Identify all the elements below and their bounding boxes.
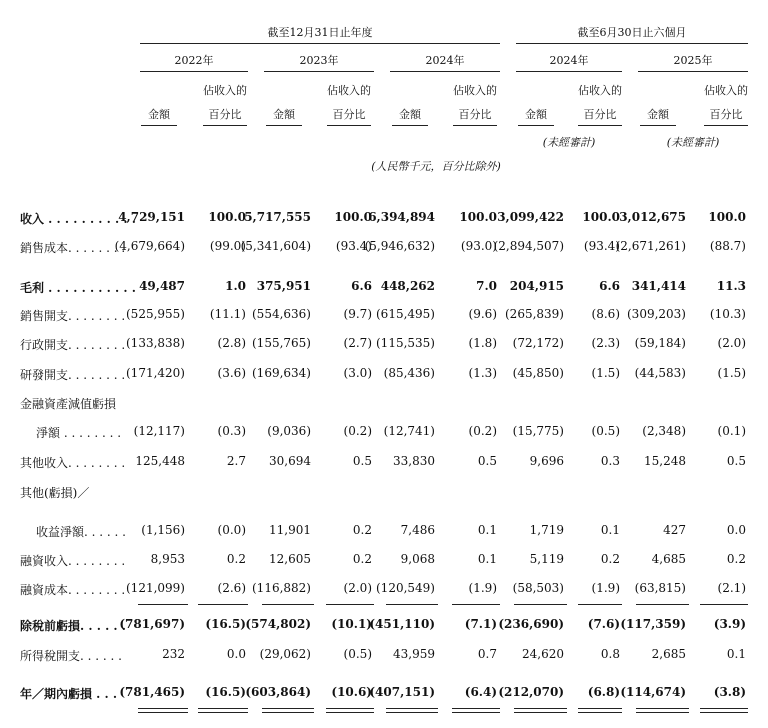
total-rule-2 <box>262 712 314 713</box>
cell-percent: 6.6 <box>599 279 620 293</box>
cell-percent: (0.0) <box>217 523 246 537</box>
total-rule-1 <box>138 708 188 709</box>
cell-percent: 100.0 <box>208 210 246 224</box>
year-rule <box>638 71 748 72</box>
total-rule-1 <box>326 708 374 709</box>
row-label: 年／期內虧損 . . . <box>20 687 118 701</box>
cell-percent: (2.3) <box>591 336 620 350</box>
cell-percent: 7.0 <box>476 279 497 293</box>
cell-amount: 49,487 <box>139 279 185 293</box>
col-header-pct-line2: 百分比 <box>709 108 743 121</box>
cell-amount: 232 <box>162 647 185 661</box>
cell-percent: (93.4) <box>583 239 620 253</box>
cell-amount: (169,634) <box>252 366 311 380</box>
total-rule-2 <box>386 712 438 713</box>
cell-amount: (116,882) <box>252 581 311 595</box>
unaudited-note: (未經審計) <box>666 136 720 149</box>
cell-percent: 0.2 <box>726 552 746 566</box>
cell-amount: 9,068 <box>400 552 435 566</box>
year-header: 2023年 <box>299 54 339 67</box>
cell-amount: (574,802) <box>245 617 311 631</box>
cell-percent: 0.7 <box>477 647 497 661</box>
total-rule-1 <box>386 708 438 709</box>
col-rule <box>578 125 622 126</box>
cell-amount: 12,605 <box>269 552 311 566</box>
cell-amount: (554,636) <box>252 307 311 321</box>
cell-percent: 100.0 <box>582 210 620 224</box>
subtotal-rule <box>700 604 748 605</box>
row-label: 所得稅開支. . . . . . <box>20 649 122 663</box>
cell-amount: (29,062) <box>259 647 311 661</box>
cell-percent: (93.4) <box>335 239 372 253</box>
total-rule-1 <box>636 708 689 709</box>
col-header-pct-line2: 百分比 <box>208 108 242 121</box>
cell-amount: (236,690) <box>498 617 564 631</box>
cell-percent: (6.8) <box>587 685 620 699</box>
cell-amount: (781,465) <box>119 685 185 699</box>
cell-percent: 0.1 <box>726 647 746 661</box>
cell-amount: (45,850) <box>512 366 564 380</box>
row-label: 其他(虧損)／ <box>20 486 90 500</box>
cell-percent: (0.2) <box>343 424 372 438</box>
subtotal-rule <box>198 604 248 605</box>
cell-amount: (309,203) <box>627 307 686 321</box>
cell-amount: (1,156) <box>141 523 185 537</box>
cell-amount: 125,448 <box>135 454 185 468</box>
cell-percent: 100.0 <box>459 210 497 224</box>
cell-percent: (0.1) <box>717 424 746 438</box>
cell-percent: 1.0 <box>225 279 246 293</box>
cell-percent: (3.9) <box>713 617 746 631</box>
subtotal-rule <box>636 604 689 605</box>
col-header-pct-line1: 佔收入的 <box>327 84 371 97</box>
group-rule-year <box>140 43 500 44</box>
col-header-pct-line1: 佔收入的 <box>453 84 497 97</box>
cell-percent: (10.6) <box>331 685 372 699</box>
cell-amount: (15,775) <box>512 424 564 438</box>
cell-amount: (2,348) <box>642 424 686 438</box>
total-rule-1 <box>262 708 314 709</box>
cell-amount: (133,838) <box>126 336 185 350</box>
cell-percent: (1.5) <box>591 366 620 380</box>
total-rule-1 <box>578 708 622 709</box>
cell-amount: 3,099,422 <box>497 210 564 224</box>
col-header-pct-line1: 佔收入的 <box>203 84 247 97</box>
unit-note: (人民幣千元，百分比除外) <box>371 160 501 173</box>
total-rule-1 <box>198 708 248 709</box>
cell-amount: (2,671,261) <box>615 239 686 253</box>
cell-percent: (9.6) <box>468 307 497 321</box>
cell-percent: (2.8) <box>217 336 246 350</box>
col-header-pct-line2: 百分比 <box>332 108 366 121</box>
row-label: 毛利 . . . . . . . . . . . <box>20 281 136 295</box>
cell-amount: (171,420) <box>126 366 185 380</box>
cell-amount: 4,685 <box>651 552 686 566</box>
subtotal-rule <box>138 604 188 605</box>
cell-percent: (10.1) <box>331 617 372 631</box>
cell-percent: (16.5) <box>205 685 246 699</box>
cell-percent: 0.1 <box>477 552 497 566</box>
row-label: 銷售成本. . . . . . . . <box>20 241 126 255</box>
col-rule <box>141 125 177 126</box>
col-header-amount: 金額 <box>148 108 170 121</box>
cell-amount: 11,901 <box>269 523 311 537</box>
group-rule-half <box>516 43 748 44</box>
total-rule-2 <box>514 712 567 713</box>
cell-amount: 15,248 <box>644 454 686 468</box>
cell-percent: 6.6 <box>351 279 372 293</box>
cell-percent: 100.0 <box>708 210 746 224</box>
cell-amount: (115,535) <box>376 336 435 350</box>
row-label: 金融資產減值虧損 <box>20 397 117 411</box>
cell-amount: (63,815) <box>634 581 686 595</box>
year-rule <box>264 71 374 72</box>
col-header-pct-line1: 佔收入的 <box>578 84 622 97</box>
cell-percent: (6.4) <box>464 685 497 699</box>
cell-amount: (58,503) <box>512 581 564 595</box>
cell-amount: (72,172) <box>512 336 564 350</box>
cell-amount: (212,070) <box>498 685 564 699</box>
row-label: 淨額 . . . . . . . . <box>36 426 122 440</box>
row-label: 收益淨額. . . . . . <box>36 525 126 539</box>
cell-percent: 0.5 <box>352 454 372 468</box>
cell-percent: 0.1 <box>600 523 620 537</box>
cell-amount: 2,685 <box>651 647 686 661</box>
total-rule-2 <box>636 712 689 713</box>
col-header-pct-line2: 百分比 <box>458 108 492 121</box>
col-rule <box>392 125 428 126</box>
cell-percent: 0.2 <box>600 552 620 566</box>
row-label: 融資收入. . . . . . . . <box>20 554 126 568</box>
cell-amount: (12,741) <box>383 424 435 438</box>
col-header-amount: 金額 <box>273 108 295 121</box>
total-rule-1 <box>700 708 748 709</box>
cell-amount: (5,341,604) <box>240 239 311 253</box>
cell-amount: 9,696 <box>529 454 564 468</box>
group-header-year: 截至12月31日止年度 <box>267 26 373 39</box>
cell-amount: (407,151) <box>369 685 435 699</box>
year-header: 2024年 <box>549 54 589 67</box>
cell-percent: 11.3 <box>716 279 746 293</box>
cell-amount: 375,951 <box>256 279 311 293</box>
cell-amount: 1,719 <box>529 523 564 537</box>
row-label: 收入 . . . . . . . . . . . <box>20 212 136 226</box>
col-header-amount: 金額 <box>399 108 421 121</box>
cell-percent: (88.7) <box>709 239 746 253</box>
cell-percent: (16.5) <box>205 617 246 631</box>
subtotal-rule <box>326 604 374 605</box>
cell-percent: 0.1 <box>477 523 497 537</box>
year-header: 2022年 <box>174 54 214 67</box>
cell-percent: (11.1) <box>209 307 246 321</box>
col-header-pct-line1: 佔收入的 <box>704 84 748 97</box>
row-label: 銷售開支. . . . . . . . <box>20 309 126 323</box>
row-label: 其他收入. . . . . . . . <box>20 456 126 470</box>
subtotal-rule <box>452 604 500 605</box>
col-header-amount: 金額 <box>647 108 669 121</box>
cell-amount: (121,099) <box>126 581 185 595</box>
cell-percent: (7.6) <box>587 617 620 631</box>
cell-amount: 30,694 <box>269 454 311 468</box>
col-rule <box>453 125 497 126</box>
cell-percent: 0.3 <box>600 454 620 468</box>
cell-percent: (99.0) <box>209 239 246 253</box>
col-rule <box>266 125 302 126</box>
cell-percent: (10.3) <box>709 307 746 321</box>
cell-amount: (9,036) <box>267 424 311 438</box>
cell-amount: 43,959 <box>393 647 435 661</box>
year-header: 2025年 <box>673 54 713 67</box>
row-label: 融資成本. . . . . . . . <box>20 583 126 597</box>
total-rule-2 <box>700 712 748 713</box>
cell-amount: (781,697) <box>119 617 185 631</box>
cell-percent: 2.7 <box>226 454 246 468</box>
subtotal-rule <box>386 604 438 605</box>
cell-amount: (525,955) <box>126 307 185 321</box>
cell-percent: (0.5) <box>591 424 620 438</box>
cell-percent: 100.0 <box>334 210 372 224</box>
col-rule <box>518 125 554 126</box>
cell-percent: (7.1) <box>464 617 497 631</box>
cell-amount: (615,495) <box>376 307 435 321</box>
cell-amount: 427 <box>663 523 686 537</box>
total-rule-2 <box>138 712 188 713</box>
group-header-half: 截至6月30日止六個月 <box>577 26 687 39</box>
cell-percent: (1.9) <box>591 581 620 595</box>
row-label: 除稅前虧損. . . . . . <box>20 619 126 633</box>
year-rule <box>140 71 248 72</box>
cell-percent: 0.0 <box>726 523 746 537</box>
cell-percent: (8.6) <box>591 307 620 321</box>
cell-amount: (44,583) <box>634 366 686 380</box>
year-rule <box>390 71 500 72</box>
total-rule-2 <box>326 712 374 713</box>
cell-percent: (1.5) <box>717 366 746 380</box>
cell-percent: 0.5 <box>477 454 497 468</box>
cell-amount: (12,117) <box>133 424 185 438</box>
cell-percent: (0.3) <box>217 424 246 438</box>
row-label: 行政開支. . . . . . . . <box>20 338 126 352</box>
col-rule <box>327 125 371 126</box>
cell-amount: (265,839) <box>505 307 564 321</box>
total-rule-1 <box>514 708 567 709</box>
cell-percent: 0.0 <box>226 647 246 661</box>
year-header: 2024年 <box>425 54 465 67</box>
cell-percent: (0.2) <box>468 424 497 438</box>
cell-amount: 204,915 <box>509 279 564 293</box>
col-rule <box>704 125 748 126</box>
col-header-amount: 金額 <box>525 108 547 121</box>
cell-amount: 4,729,151 <box>118 210 185 224</box>
cell-percent: (2.6) <box>217 581 246 595</box>
total-rule-2 <box>198 712 248 713</box>
cell-percent: (2.7) <box>343 336 372 350</box>
cell-amount: (120,549) <box>376 581 435 595</box>
cell-amount: (85,436) <box>383 366 435 380</box>
cell-percent: 0.8 <box>600 647 620 661</box>
cell-amount: (2,894,507) <box>493 239 564 253</box>
col-rule <box>203 125 247 126</box>
total-rule-1 <box>452 708 500 709</box>
col-rule <box>640 125 676 126</box>
cell-percent: (0.5) <box>343 647 372 661</box>
subtotal-rule <box>262 604 314 605</box>
cell-percent: (3.6) <box>217 366 246 380</box>
cell-percent: (3.8) <box>713 685 746 699</box>
col-header-pct-line2: 百分比 <box>583 108 617 121</box>
cell-percent: (2.0) <box>343 581 372 595</box>
cell-percent: (1.3) <box>468 366 497 380</box>
cell-percent: (1.8) <box>468 336 497 350</box>
cell-amount: (155,765) <box>252 336 311 350</box>
subtotal-rule <box>514 604 567 605</box>
cell-percent: (1.9) <box>468 581 497 595</box>
cell-percent: 0.5 <box>726 454 746 468</box>
cell-amount: 5,717,555 <box>244 210 311 224</box>
year-rule <box>516 71 622 72</box>
total-rule-2 <box>578 712 622 713</box>
subtotal-rule <box>578 604 622 605</box>
cell-amount: 341,414 <box>631 279 686 293</box>
cell-amount: (5,946,632) <box>364 239 435 253</box>
cell-amount: 7,486 <box>400 523 435 537</box>
cell-amount: (451,110) <box>369 617 435 631</box>
cell-amount: 448,262 <box>380 279 435 293</box>
cell-amount: 3,012,675 <box>619 210 686 224</box>
cell-percent: (3.0) <box>343 366 372 380</box>
cell-amount: 24,620 <box>522 647 564 661</box>
cell-percent: 0.2 <box>352 523 372 537</box>
cell-percent: (93.0) <box>460 239 497 253</box>
cell-amount: 5,119 <box>529 552 564 566</box>
cell-amount: 33,830 <box>393 454 435 468</box>
row-label: 研發開支. . . . . . . . <box>20 368 126 382</box>
cell-percent: (2.0) <box>717 336 746 350</box>
cell-amount: (59,184) <box>634 336 686 350</box>
cell-amount: (603,864) <box>245 685 311 699</box>
cell-percent: (9.7) <box>343 307 372 321</box>
cell-amount: (114,674) <box>620 685 686 699</box>
cell-amount: (4,679,664) <box>114 239 185 253</box>
total-rule-2 <box>452 712 500 713</box>
cell-amount: 6,394,894 <box>368 210 435 224</box>
cell-percent: 0.2 <box>226 552 246 566</box>
cell-percent: (2.1) <box>717 581 746 595</box>
cell-percent: 0.2 <box>352 552 372 566</box>
unaudited-note: (未經審計) <box>542 136 596 149</box>
cell-amount: 8,953 <box>150 552 185 566</box>
cell-amount: (117,359) <box>620 617 686 631</box>
